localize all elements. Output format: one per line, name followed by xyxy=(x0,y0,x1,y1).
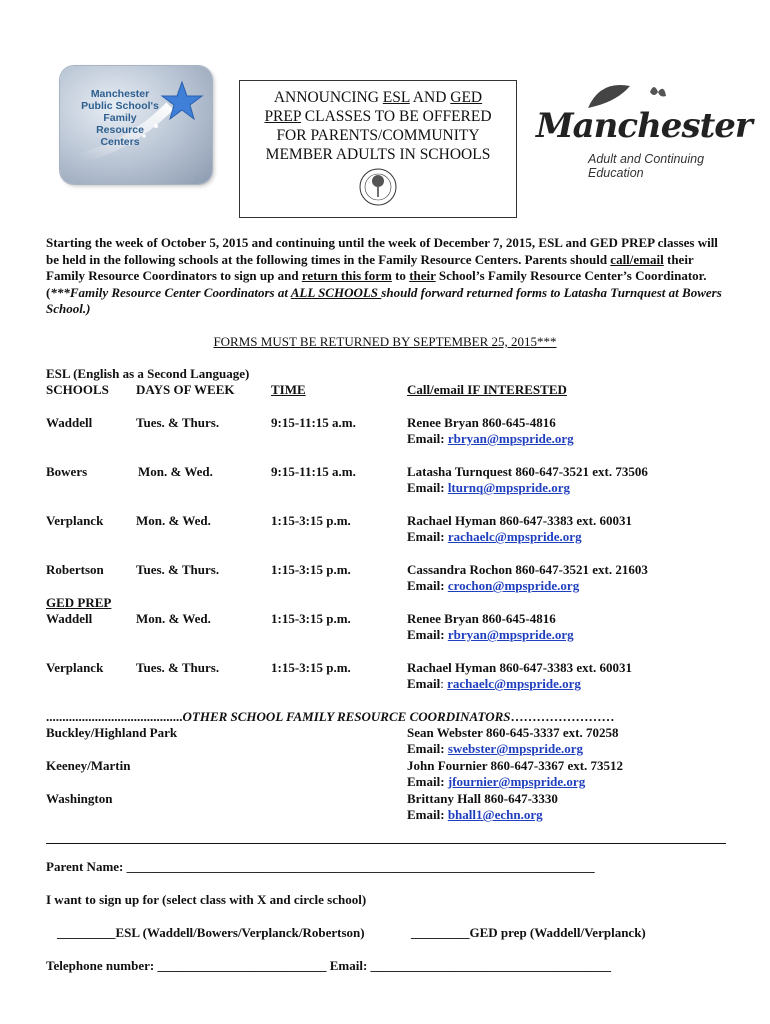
telephone-email-field[interactable]: Telephone number: __________________________ Email: _____________________________________ xyxy=(46,958,612,973)
row-school: Bowers xyxy=(46,464,88,479)
other-coordinators-heading xyxy=(46,709,614,726)
title-text: ANNOUNCING xyxy=(273,89,383,106)
row-email xyxy=(407,480,570,497)
esl-heading: ESL (English as a Second Language) xyxy=(46,366,250,381)
email-link[interactable]: rbryan@mpspride.org xyxy=(447,627,574,642)
ged-heading: GED PREP xyxy=(46,595,112,610)
header-schools: SCHOOLS xyxy=(46,382,109,397)
title-text: AND xyxy=(409,89,451,106)
intro-text: School’s Family Resource Center’s Coordinator. ( xyxy=(46,268,707,300)
row-email xyxy=(407,627,574,644)
row-contact: Sean Webster 860-645-3337 ext. 70258 xyxy=(407,725,619,740)
logo-subtitle: Adult and Continuing Education xyxy=(588,152,705,180)
email-link[interactable]: rachaelc@mpspride.org xyxy=(447,529,582,544)
row-days: Mon. & Wed. xyxy=(136,513,211,528)
intro-underlined: return this form xyxy=(301,268,392,283)
email-link[interactable]: swebster@mpspride.org xyxy=(447,741,584,756)
title-line-3: FOR PARENTS/COMMUNITY xyxy=(276,127,480,144)
intro-italic-underlined: ALL SCHOOLS xyxy=(290,284,382,300)
announcement-title-box xyxy=(239,80,517,218)
logo-line: Public School's xyxy=(81,100,159,112)
email-link[interactable]: rachaelc@mpspride.org xyxy=(447,676,581,691)
manchester-adult-education-logo xyxy=(530,78,752,188)
logo-line: Resource xyxy=(96,124,144,136)
intro-text: Starting the week of October 5, 2015 and continuing until the week of December 7, 2015, ESL and GED PREP classes will be held in the following schools at the following times in the Family Resource Centers. Parents should xyxy=(46,235,718,267)
email-link[interactable]: jfournier@mpspride.org xyxy=(447,774,586,789)
row-email xyxy=(407,529,582,546)
return-deadline: FORMS MUST BE RETURNED BY SEPTEMBER 25, 2015*** xyxy=(213,334,557,349)
email-link[interactable]: lturnq@mpspride.org xyxy=(447,480,571,495)
heading-text: OTHER SCHOOL FAMILY RESOURCE COORDINATORS xyxy=(182,709,511,724)
row-time: 9:15-11:15 a.m. xyxy=(271,464,356,479)
intro-text: to xyxy=(391,268,410,283)
row-contact: Rachael Hyman 860-647-3383 ext. 60031 xyxy=(407,660,632,675)
logo-line: Centers xyxy=(100,136,140,148)
intro-text: their Family Resource Coordinators to sign up and xyxy=(46,251,694,283)
family-resource-centers-logo xyxy=(60,66,212,184)
row-email xyxy=(407,807,543,824)
email-label: Email: xyxy=(407,807,448,822)
logo-text xyxy=(68,88,172,148)
intro-underlined: their xyxy=(409,268,436,283)
signup-instructions: I want to sign up for (select class with X and circle school) xyxy=(46,892,367,907)
row-school: Robertson xyxy=(46,562,104,577)
title-ged: GED xyxy=(450,89,483,106)
row-contact: John Fournier 860-647-3367 ext. 73512 xyxy=(407,758,624,773)
logo-script-text: Manchester xyxy=(536,106,752,146)
email-link[interactable]: rbryan@mpspride.org xyxy=(447,431,574,446)
title-text: CLASSES TO BE OFFERED xyxy=(300,108,492,125)
email-label: Email xyxy=(407,676,441,691)
heading-dots: .......................................... xyxy=(46,709,183,724)
row-school: Verplanck xyxy=(46,513,104,528)
email-label: Email: xyxy=(407,431,448,446)
row-days: Tues. & Thurs. xyxy=(136,415,220,430)
row-email xyxy=(407,431,574,448)
row-contact: Renee Bryan 860-645-4816 xyxy=(407,611,556,626)
row-days: Mon. & Wed. xyxy=(136,611,211,626)
row-contact: Latasha Turnquest 860-647-3521 ext. 73506 xyxy=(407,464,648,479)
intro-italic: ***Family Resource Center Coordinators at xyxy=(50,284,291,300)
section-divider xyxy=(46,843,726,844)
row-time: 1:15-3:15 p.m. xyxy=(271,513,351,528)
row-time: 1:15-3:15 p.m. xyxy=(271,562,351,577)
row-contact: Renee Bryan 860-645-4816 xyxy=(407,415,556,430)
email-colon: : xyxy=(440,676,448,691)
row-school: Waddell xyxy=(46,611,93,626)
row-days: Tues. & Thurs. xyxy=(136,660,220,675)
title-prep: PREP xyxy=(264,108,301,125)
parent-name-field[interactable]: Parent Name: ________________________________________________________________________ xyxy=(46,859,595,874)
row-email xyxy=(407,741,583,758)
intro-paragraph xyxy=(46,235,726,318)
row-school: Verplanck xyxy=(46,660,104,675)
row-days: Mon. & Wed. xyxy=(138,464,213,479)
logo-line: Family xyxy=(103,112,137,124)
intro-italic: should forward returned forms to Latasha Turnquest at Bowers School.) xyxy=(46,284,722,316)
row-contact: Cassandra Rochon 860-647-3521 ext. 21603 xyxy=(407,562,648,577)
email-label: Email: xyxy=(407,529,448,544)
row-email xyxy=(407,676,581,693)
row-school: Washington xyxy=(46,791,113,806)
row-school: Buckley/Highland Park xyxy=(46,725,178,740)
header-days: DAYS OF WEEK xyxy=(136,382,235,397)
header-contact: Call/email IF INTERESTED xyxy=(407,382,567,397)
email-label: Email: xyxy=(407,627,448,642)
title-esl: ESL xyxy=(382,89,410,106)
email-label: Email: xyxy=(407,741,448,756)
email-label: Email: xyxy=(407,480,448,495)
header-time: TIME xyxy=(271,382,306,397)
email-label: Email: xyxy=(407,774,448,789)
row-school: Waddell xyxy=(46,415,93,430)
row-email xyxy=(407,774,585,791)
row-contact: Brittany Hall 860-647-3330 xyxy=(407,791,558,806)
email-link[interactable]: bhall1@echn.org xyxy=(447,807,543,822)
row-time: 9:15-11:15 a.m. xyxy=(271,415,356,430)
row-contact: Rachael Hyman 860-647-3383 ext. 60031 xyxy=(407,513,632,528)
logo-line: Manchester xyxy=(90,88,150,100)
intro-underlined: call/email xyxy=(610,251,664,267)
row-school: Keeney/Martin xyxy=(46,758,131,773)
email-label: Email: xyxy=(407,578,448,593)
school-seal-icon xyxy=(358,167,398,207)
row-email xyxy=(407,578,579,595)
esl-option-field[interactable]: _________ESL (Waddell/Bowers/Verplanck/Robertson) xyxy=(57,925,365,940)
row-days: Tues. & Thurs. xyxy=(136,562,220,577)
row-time: 1:15-3:15 p.m. xyxy=(271,660,351,675)
email-link[interactable]: crochon@mpspride.org xyxy=(447,578,580,593)
title-line-2 xyxy=(240,107,516,126)
ged-option-field[interactable]: _________GED prep (Waddell/Verplanck) xyxy=(411,925,646,940)
title-line-1 xyxy=(240,88,516,107)
heading-dots: …………………… xyxy=(510,709,615,724)
title-line-4: MEMBER ADULTS IN SCHOOLS xyxy=(265,146,491,163)
row-time: 1:15-3:15 p.m. xyxy=(271,611,351,626)
